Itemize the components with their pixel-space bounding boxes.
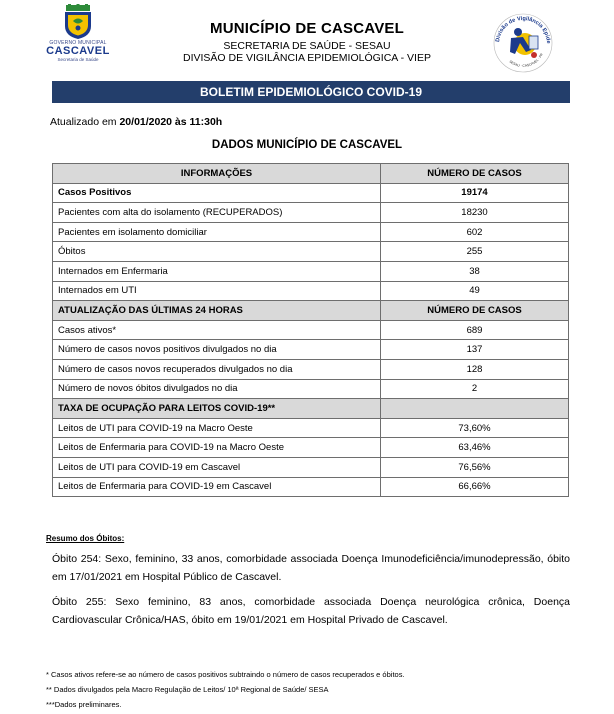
row-label: Casos ativos* xyxy=(53,320,381,340)
row-value: 66,66% xyxy=(381,477,569,497)
header-informacoes: INFORMAÇÕES xyxy=(53,164,381,184)
row-value: 689 xyxy=(381,320,569,340)
row-label: Leitos de UTI para COVID-19 em Cascavel xyxy=(53,457,381,477)
logo-secretaria-text: Secretaria de Saúde xyxy=(57,57,99,62)
obito-254-text: Óbito 254: Sexo, feminino, 33 anos, comorbidade associada Doença Imunodeficiência/imunodepressão, óbito em 17/01/2021 em Hospital Público de Cascavel. xyxy=(52,553,570,583)
row-value: 38 xyxy=(381,261,569,281)
resumo-obitos-title: Resumo dos Óbitos: xyxy=(46,534,125,543)
row-value: 128 xyxy=(381,359,569,379)
logo-gov-text: GOVERNO MUNICIPAL xyxy=(49,40,107,46)
row-value: 255 xyxy=(381,242,569,262)
table-header-row xyxy=(53,164,569,184)
row-label: Número de casos novos positivos divulgados no dia xyxy=(53,340,381,360)
table-row xyxy=(53,359,569,379)
table-row xyxy=(53,203,569,223)
coat-of-arms-icon xyxy=(61,4,95,40)
table-row xyxy=(53,242,569,262)
table-row xyxy=(53,222,569,242)
row-label: Casos Positivos xyxy=(53,183,381,203)
page-subtitle-divisao: DIVISÃO DE VIGILÂNCIA EPIDEMIOLÓGICA - VIEP xyxy=(183,52,431,64)
table-header-row xyxy=(53,301,569,321)
table-row xyxy=(53,477,569,497)
header-numero-casos: NÚMERO DE CASOS xyxy=(381,301,569,321)
update-prefix: Atualizado em xyxy=(50,116,120,128)
right-logo-small-text: SESAU · CASCAVEL · PR xyxy=(508,52,544,68)
row-value: 49 xyxy=(381,281,569,301)
row-value: 63,46% xyxy=(381,438,569,458)
header-empty-cell xyxy=(381,399,569,419)
table-header-row xyxy=(53,399,569,419)
row-value: 73,60% xyxy=(381,418,569,438)
row-label: Internados em Enfermaria xyxy=(53,261,381,281)
table-row xyxy=(53,418,569,438)
table-row xyxy=(53,320,569,340)
vigilancia-logo xyxy=(491,10,555,74)
row-label: Leitos de Enfermaria para COVID-19 em Cascavel xyxy=(53,477,381,497)
update-value: 20/01/2020 às 11:30h xyxy=(119,116,223,128)
row-label: Internados em UTI xyxy=(53,281,381,301)
table-row xyxy=(53,438,569,458)
row-label: Número de casos novos recuperados divulgados no dia xyxy=(53,359,381,379)
footnote-casos-ativos: * Casos ativos refere-se ao número de casos positivos subtraindo o número de casos recuperados e óbitos. xyxy=(46,670,405,679)
footnote-dados-preliminares: ***Dados preliminares. xyxy=(46,700,122,709)
table-row xyxy=(53,281,569,301)
page-subtitle-secretaria: SECRETARIA DE SAÚDE - SESAU xyxy=(223,40,391,52)
row-value: 18230 xyxy=(381,203,569,223)
covid-data-table xyxy=(52,163,569,497)
header-taxa-ocupacao: TAXA DE OCUPAÇÃO PARA LEITOS COVID-19** xyxy=(53,399,381,419)
logo-city-text: CASCAVEL xyxy=(46,45,110,57)
row-value: 2 xyxy=(381,379,569,399)
table-row xyxy=(53,261,569,281)
row-label: Pacientes com alta do isolamento (RECUPERADOS) xyxy=(53,203,381,223)
table-row xyxy=(53,379,569,399)
row-label: Número de novos óbitos divulgados no dia xyxy=(53,379,381,399)
header-ultimas-24h: ATUALIZAÇÃO DAS ÚLTIMAS 24 HORAS xyxy=(53,301,381,321)
row-value: 76,56% xyxy=(381,457,569,477)
section-title: DADOS MUNICÍPIO DE CASCAVEL xyxy=(211,139,403,151)
bulletin-banner: BOLETIM EPIDEMIOLÓGICO COVID-19 xyxy=(52,81,570,103)
row-label: Leitos de Enfermaria para COVID-19 na Macro Oeste xyxy=(53,438,381,458)
header-numero-casos: NÚMERO DE CASOS xyxy=(381,164,569,184)
row-label: Leitos de UTI para COVID-19 na Macro Oeste xyxy=(53,418,381,438)
footnote-macro-regulacao: ** Dados divulgados pela Macro Regulação de Leitos/ 10ª Regional de Saúde/ SESA xyxy=(46,685,329,694)
page-title: MUNICÍPIO DE CASCAVEL xyxy=(210,20,404,37)
row-value: 602 xyxy=(381,222,569,242)
row-value: 137 xyxy=(381,340,569,360)
update-timestamp xyxy=(50,116,222,128)
table-row xyxy=(53,183,569,203)
vigilancia-emblem-icon xyxy=(491,10,555,74)
table-row xyxy=(53,340,569,360)
row-label: Óbitos xyxy=(53,242,381,262)
obito-255-text: Óbito 255: Sexo feminino, 83 anos, comorbidade associada Doença neurológica crônica, Doença Cardiovascular Crônica/HAS, óbito em 19/01/2021 em Hospital Privado de Cascavel. xyxy=(52,596,570,626)
right-logo-text: Divisão de Vigilância Epide xyxy=(495,15,552,44)
cascavel-logo xyxy=(40,4,116,66)
table-row xyxy=(53,457,569,477)
row-value: 19174 xyxy=(381,183,569,203)
row-label: Pacientes em isolamento domiciliar xyxy=(53,222,381,242)
